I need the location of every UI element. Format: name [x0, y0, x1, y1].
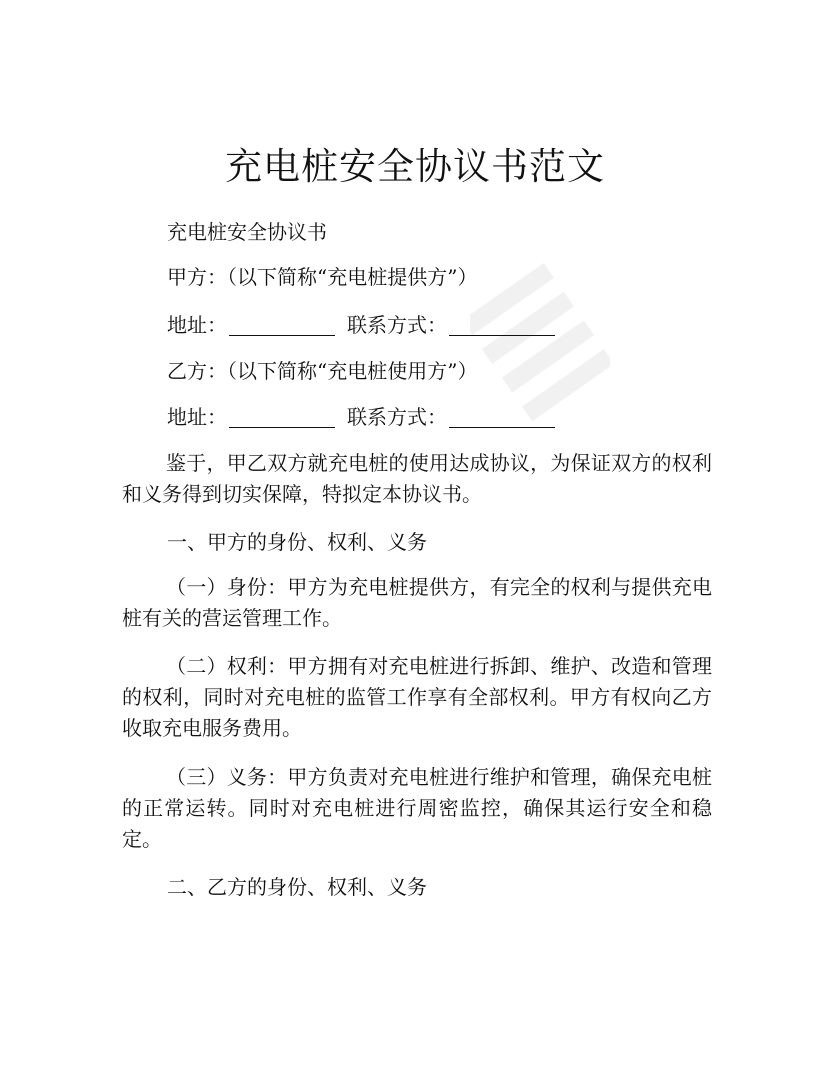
party-b-line: 乙方：（以下简称“充电桩使用方”）	[167, 359, 478, 383]
agreement-subtitle: 充电桩安全协议书	[167, 220, 327, 244]
section-two-heading: 二、乙方的身份、权利、义务	[167, 875, 427, 899]
address-blank-field	[229, 313, 335, 336]
contact-label: 联系方式：	[347, 313, 447, 337]
party-b-address-row	[167, 402, 557, 432]
document-title: 充电桩安全协议书范文	[225, 145, 605, 188]
address-blank-field	[229, 405, 335, 428]
contact-blank-field	[449, 405, 555, 428]
contact-label: 联系方式：	[347, 405, 447, 429]
section-one-heading: 一、甲方的身份、权利、义务	[167, 530, 427, 554]
section-one-duties: （三）义务：甲方负责对充电桩进行维护和管理，确保充电桩的正常运转。同时对充电桩进行周密监控，确保其运行安全和稳定。	[122, 765, 712, 851]
contact-blank-field	[449, 313, 555, 336]
section-one-identity: （一）身份：甲方为充电桩提供方，有完全的权利与提供充电桩有关的营运管理工作。	[122, 575, 712, 630]
preamble-paragraph: 鉴于，甲乙双方就充电桩的使用达成协议，为保证双方的权利和义务得到切实保障，特拟定本协议书。	[122, 451, 712, 506]
address-label: 地址：	[167, 313, 227, 337]
party-a-address-row	[167, 310, 557, 340]
section-one-rights: （二）权利：甲方拥有对充电桩进行拆卸、维护、改造和管理的权利，同时对充电桩的监管工作享有全部权利。甲方有权向乙方收取充电服务费用。	[122, 654, 712, 740]
party-a-line: 甲方：（以下简称“充电桩提供方”）	[167, 265, 478, 289]
address-label: 地址：	[167, 405, 227, 429]
